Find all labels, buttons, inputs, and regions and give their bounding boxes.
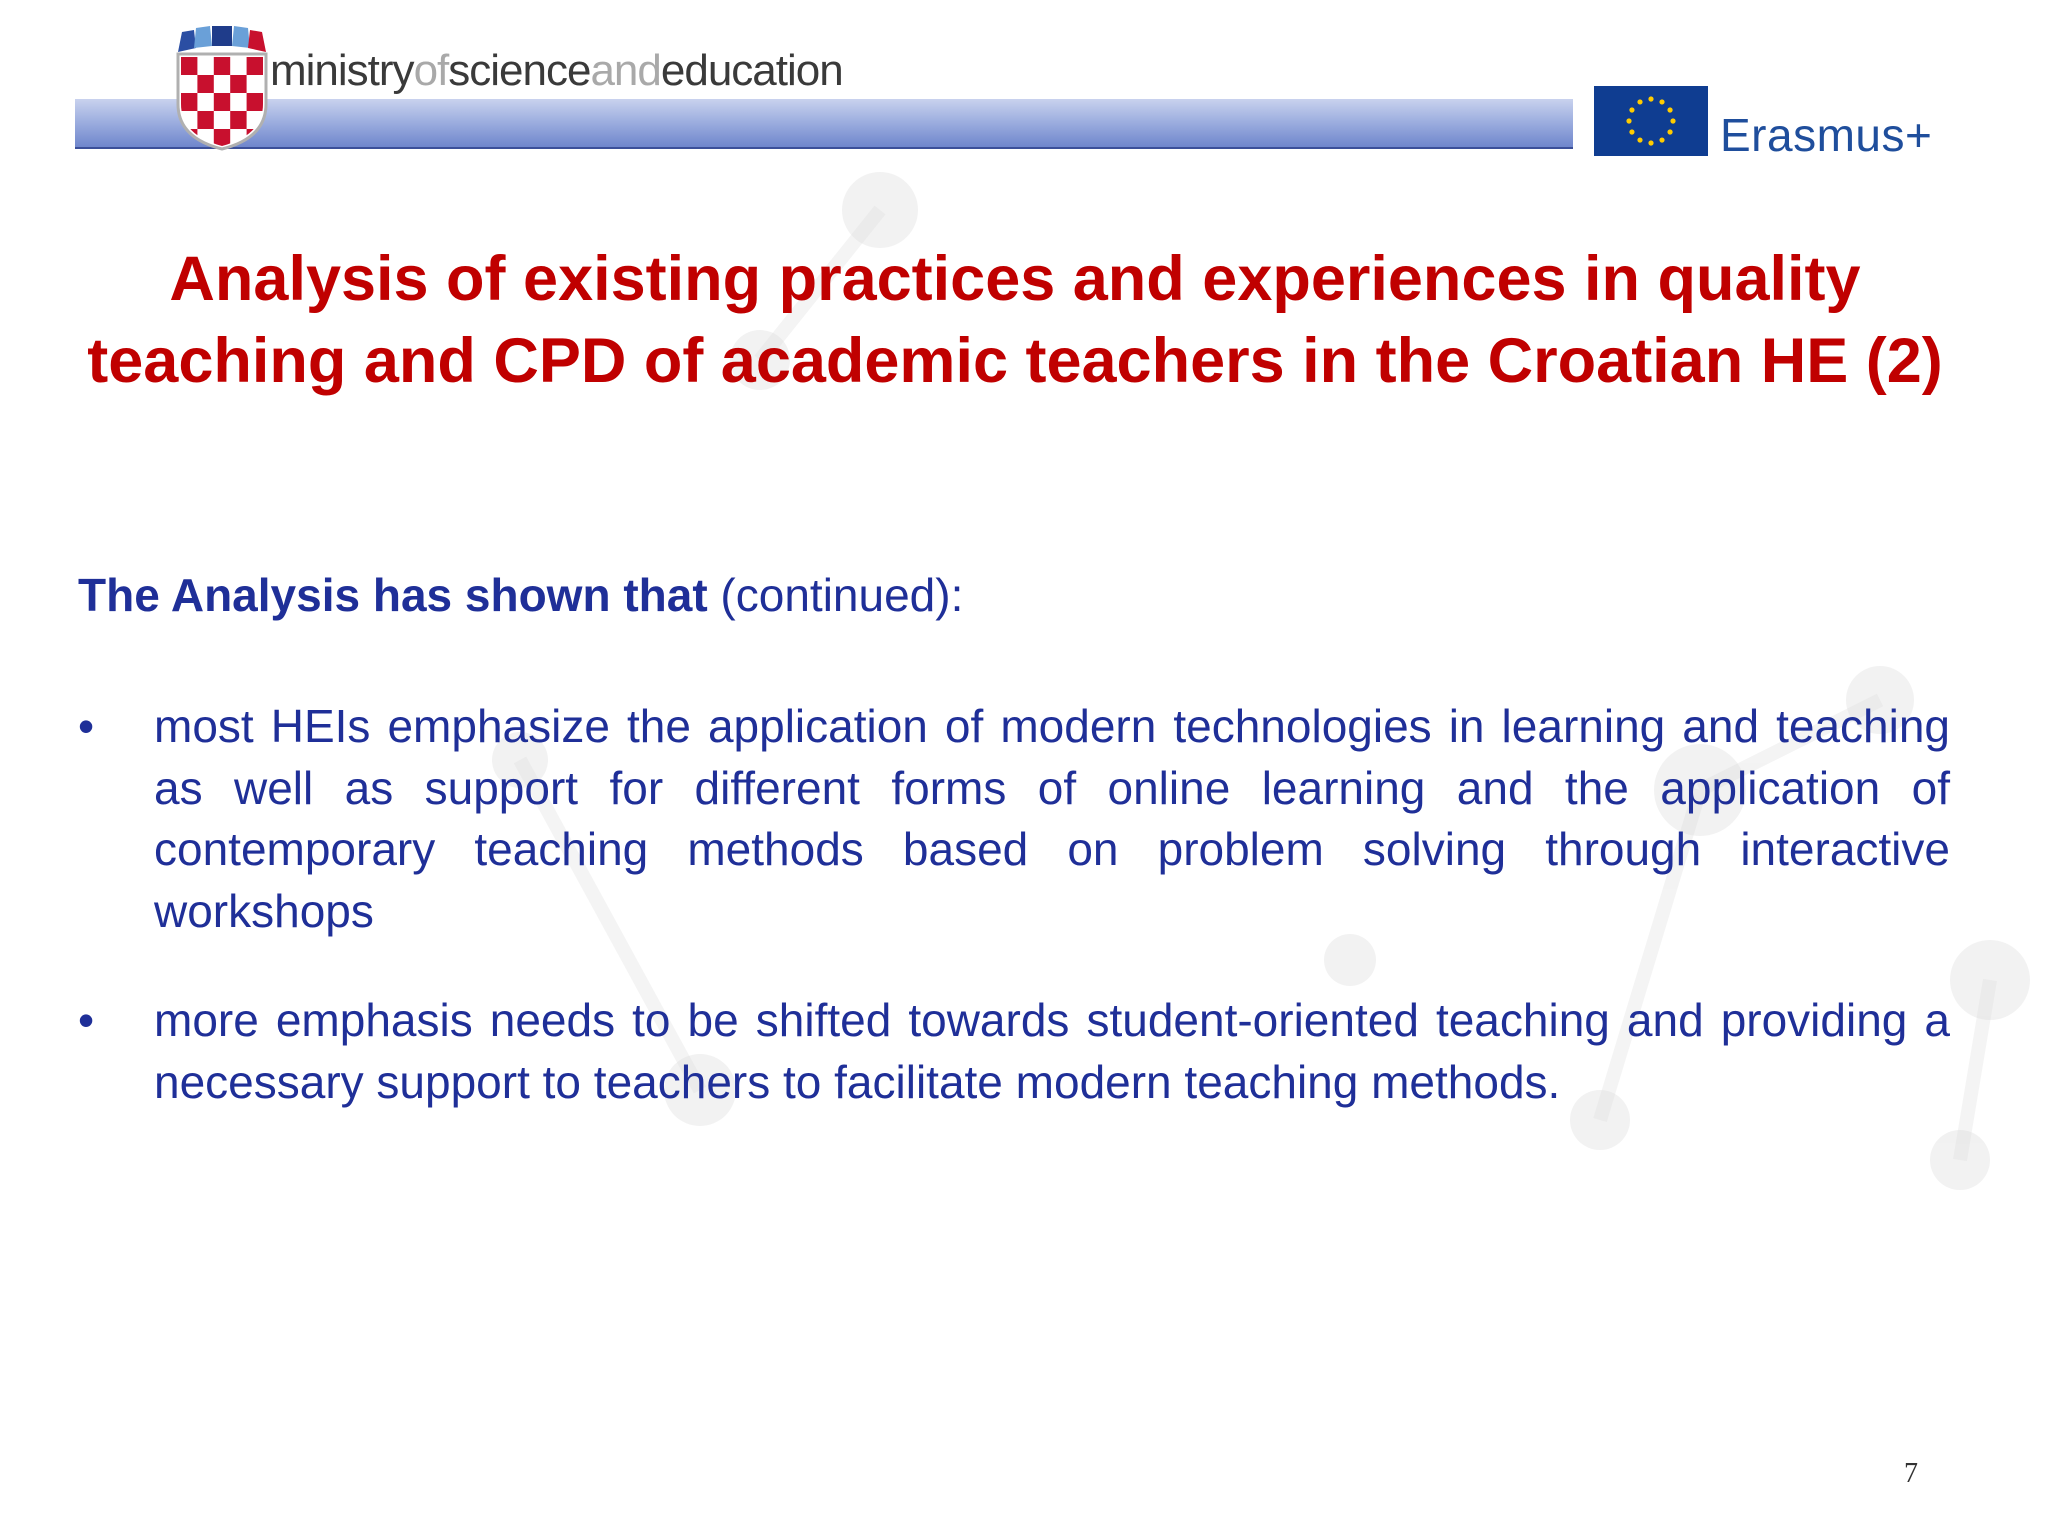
bullet-item xyxy=(78,696,1950,942)
header-bar xyxy=(75,99,1573,149)
eu-star-icon xyxy=(1648,96,1653,101)
bullet-list xyxy=(78,696,1950,1161)
wordmark-education: education xyxy=(660,46,843,95)
eu-star-icon xyxy=(1670,118,1675,123)
erasmus-plus-label: Erasmus+ xyxy=(1720,109,1933,161)
eu-star-icon xyxy=(1637,99,1642,104)
bullet-item xyxy=(78,990,1950,1113)
bullet-text: most HEIs emphasize the application of modern technologies in learning and teaching as well as support for different forms of online learning and the application of contemporary teaching methods based on problem solving through interactive workshops xyxy=(154,700,1950,937)
eu-star-icon xyxy=(1659,99,1664,104)
intro-line xyxy=(78,568,963,622)
croatian-coat-of-arms-icon xyxy=(172,26,272,151)
erasmus-plus-logo xyxy=(1592,82,1992,174)
slide-title: Analysis of existing practices and experiences in quality teaching and CPD of academic teachers in the Croatian HE (2) xyxy=(87,244,1943,396)
eu-star-icon xyxy=(1667,129,1672,134)
eu-star-icon xyxy=(1637,137,1642,142)
eu-star-icon xyxy=(1648,140,1653,145)
eu-star-icon xyxy=(1667,107,1672,112)
eu-star-icon xyxy=(1659,137,1664,142)
bullet-marker: • xyxy=(78,700,95,752)
wordmark-science: science xyxy=(448,46,591,95)
page-number: 7 xyxy=(1904,1458,1918,1489)
ministry-wordmark-logo xyxy=(270,46,843,96)
intro-strong-text: The Analysis has shown that xyxy=(78,569,708,621)
bullet-text: more emphasis needs to be shifted towards student-oriented teaching and providing a necessary support to teachers to facilitate modern teaching methods. xyxy=(154,994,1950,1108)
eu-flag-icon xyxy=(1594,86,1708,156)
wordmark-and: and xyxy=(590,46,661,95)
eu-star-icon xyxy=(1629,107,1634,112)
eu-star-icon xyxy=(1629,129,1634,134)
intro-rest-text: (continued): xyxy=(707,569,964,621)
wordmark-of: of xyxy=(413,46,449,95)
bullet-marker: • xyxy=(78,994,95,1046)
eu-star-icon xyxy=(1626,118,1631,123)
wordmark-ministry: ministry xyxy=(270,46,414,95)
